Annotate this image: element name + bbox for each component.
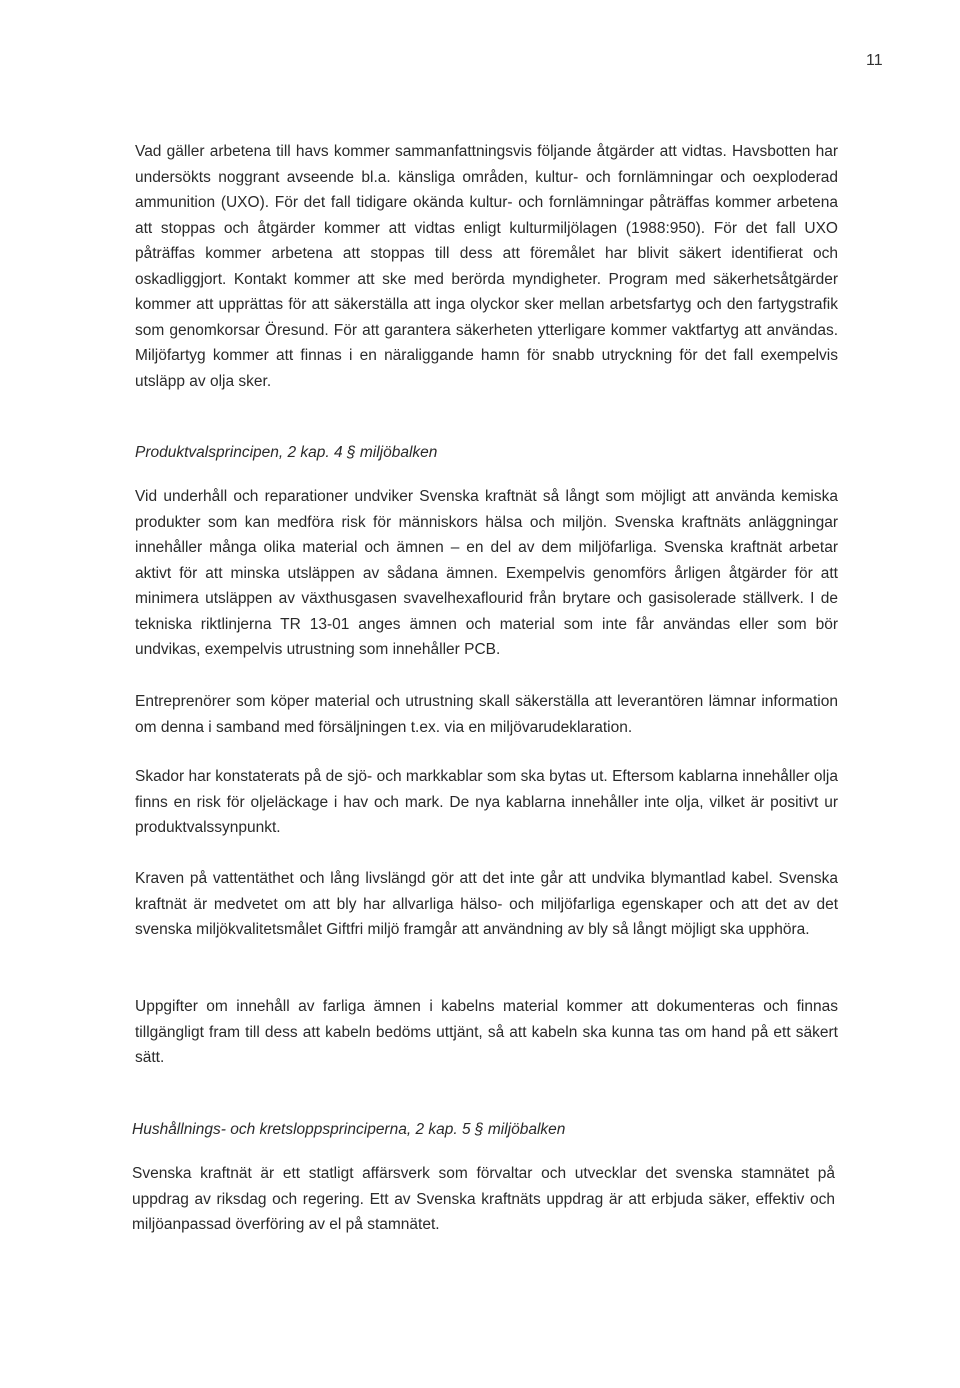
paragraph-offshore-measures: Vad gäller arbetena till havs kommer sammanfattningsvis följande åtgärder att vidtas. Havsbotten har undersökts noggrant avseende bl.a. känsliga områden, kultur- och fornlämningar och oexploderad ammunition (UXO). För det fall tidigare okända kultur- och fornlämningar påträffas kommer arbetena att stoppas och åtgärder kommer att vidtas enligt kulturmiljölagen (1988:950). För det fall UXO påträffas kommer arbetena att stoppas till dess att föremålet har blivit säkert identifierat och oskadliggjort. Kontakt kommer att ske med berörda myndigheter. Program med säkerhetsåtgärder kommer att upprättas för att säkerställa att inga olyckor sker mellan arbetsfartyg och den fartygstrafik som genomkorsar Öresund. För att garantera säkerheten ytterligare kommer vaktfartyg att användas. Miljöfartyg kommer att finnas i en näraliggande hamn för snabb utryckning för det fall exempelvis utsläpp av olja sker. [135,143,838,390]
section-heading-resource-management: Hushållnings- och kretsloppsprinciperna, 2 kap. 5 § miljöbalken [132,1121,566,1138]
page-number: 11 [866,52,883,69]
paragraph-contractors: Entreprenörer som köper material och utrustning skall säkerställa att leverantören lämnar information om denna i samband med försäljningen t.ex. via en miljövarudeklaration. [135,693,838,736]
paragraph-cable-damage: Skador har konstaterats på de sjö- och markkablar som ska bytas ut. Eftersom kablarna innehåller olja finns en risk för oljeläckage i hav och mark. De nya kablarna innehåller inte olja, vilket är positivt ur produktvalssynpunkt. [135,768,838,836]
paragraph-chemical-products: Vid underhåll och reparationer undviker Svenska kraftnät så långt som möjligt att använda kemiska produkter som kan medföra risk för människors hälsa och miljön. Svenska kraftnäts anläggningar innehåller många olika material och ämnen – en del av dem miljöfarliga. Svenska kraftnät arbetar aktivt för att minska utsläppen av sådana ämnen. Exempelvis genomförs årligen åtgärder för att minimera utsläppen av växthusgasen svavelhexaflourid från brytare och gasisolerade ställverk. I de tekniska riktlinjerna TR 13-01 anges ämnen och material som inte får användas eller som bör undvikas, exempelvis utrustning som innehåller PCB. [135,488,838,658]
paragraph-svenska-kraftnat-role: Svenska kraftnät är ett statligt affärsverk som förvaltar och utvecklar det svenska stamnätet på uppdrag av riksdag och regering. Ett av Svenska kraftnäts uppdrag är att erbjuda säker, effektiv och miljöanpassad överföring av el på stamnätet. [132,1165,835,1233]
paragraph-hazardous-content: Uppgifter om innehåll av farliga ämnen i kabelns material kommer att dokumenteras och finnas tillgängligt fram till dess att kabeln bedöms uttjänt, så att kabeln ska kunna tas om hand på ett säkert sätt. [135,998,838,1066]
paragraph-lead-sheathed-cable: Kraven på vattentäthet och lång livslängd gör att det inte går att undvika blymantlad kabel. Svenska kraftnät är medvetet om att bly har allvarliga hälso- och miljöfarliga egenskaper och att det av det svenska miljökvalitetsmålet Giftfri miljö framgår att användning av bly så långt möjligt ska upphöra. [135,870,838,938]
section-heading-product-choice: Produktvalsprincipen, 2 kap. 4 § miljöbalken [135,444,438,461]
